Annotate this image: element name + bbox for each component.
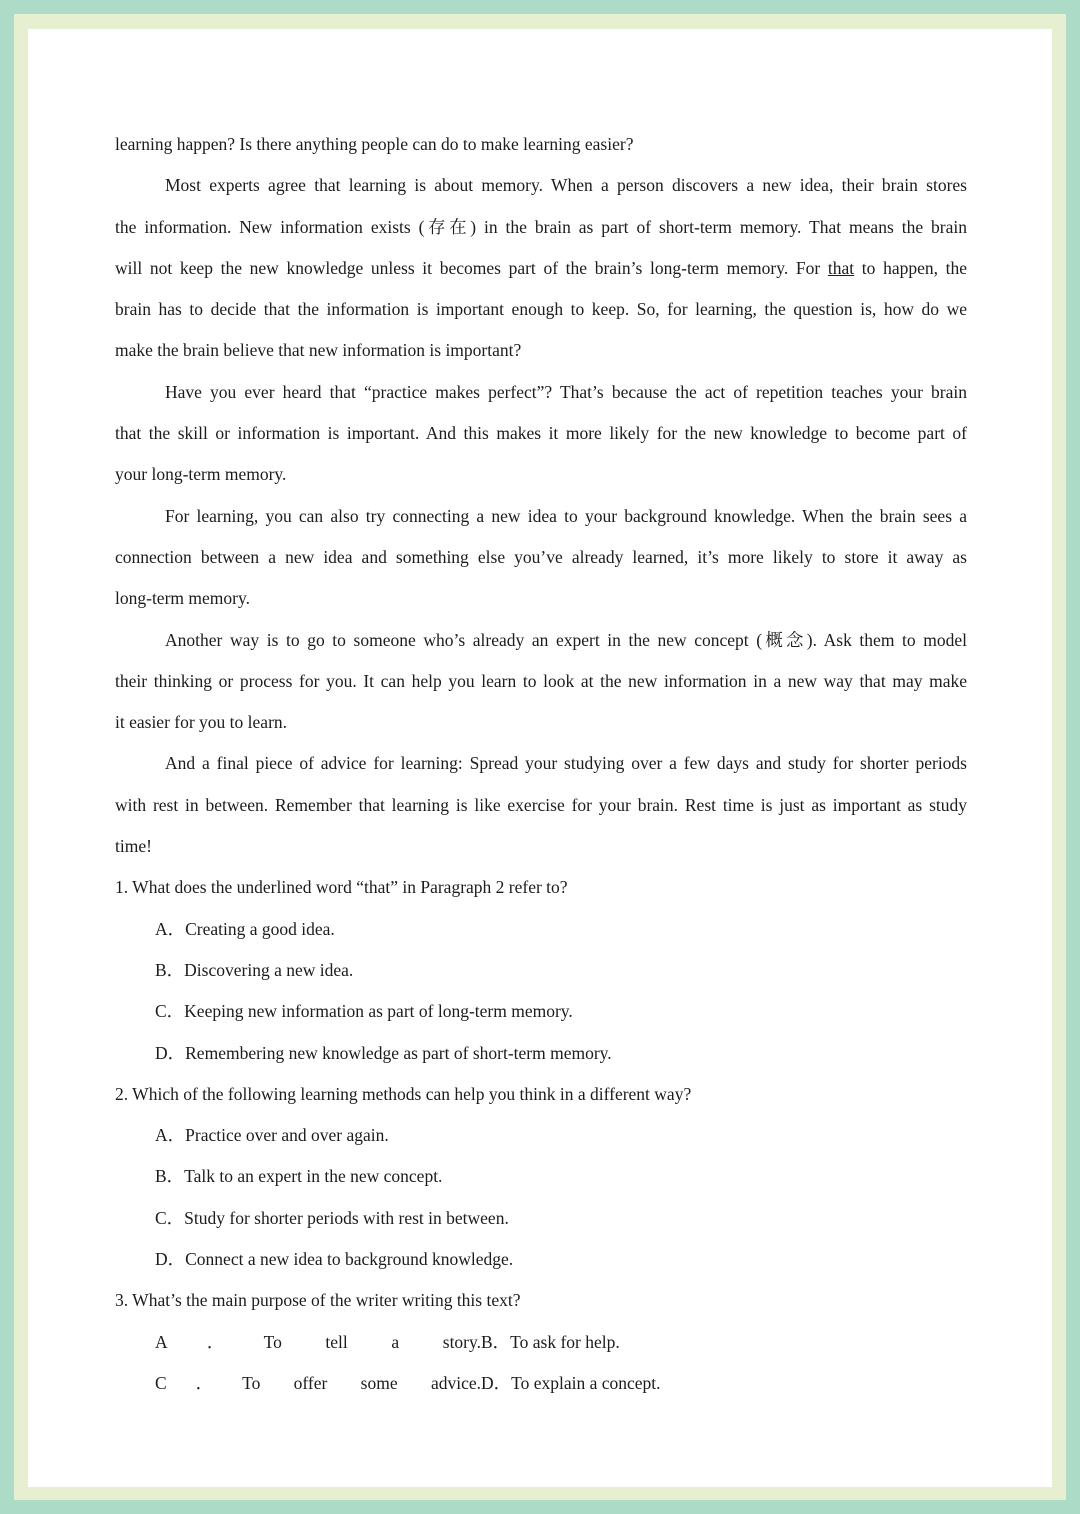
passage-line: your long-term memory. (115, 464, 287, 485)
answer-option: C．Study for shorter periods with rest in between. (155, 1207, 509, 1228)
answer-option: B．Discovering a new idea. (155, 959, 354, 980)
answer-option-row (115, 1363, 967, 1404)
passage-line: that the skill or information is important. And this makes it more likely for the new knowledge to become part of (115, 423, 967, 444)
passage-line: brain has to decide that the information is important enough to keep. So, for learning, the question is, how do we (115, 299, 967, 320)
answer-option: D．Connect a new idea to background knowledge. (155, 1249, 514, 1270)
passage-line: Most experts agree that learning is about memory. When a person discovers a new idea, their brain stores (165, 175, 967, 196)
answer-option: A．Creating a good idea. (155, 918, 335, 939)
passage-line: And a final piece of advice for learning: Spread your studying over a few days and study for shorter periods (165, 753, 967, 774)
passage-line: learning happen? Is there anything people can do to make learning easier? (115, 134, 634, 154)
passage-line: make the brain believe that new information is important? (115, 340, 522, 361)
passage-line: Another way is to go to someone who’s already an expert in the new concept (概念). Ask them to model (165, 629, 967, 650)
passage-line (115, 248, 967, 289)
passage-line: their thinking or process for you. It can help you learn to look at the new information in a new way that may make (115, 670, 967, 691)
passage-line: long-term memory. (115, 588, 250, 609)
answer-option: B．Talk to an expert in the new concept. (155, 1166, 443, 1187)
question-stem: 1. What does the underlined word “that” in Paragraph 2 refer to? (115, 877, 568, 898)
passage-line: it easier for you to learn. (115, 712, 288, 733)
answer-option-row (115, 1322, 967, 1363)
question-stem: 2. Which of the following learning methods can help you think in a different way? (115, 1083, 692, 1104)
passage-text: to happen, the (861, 257, 968, 278)
passage-line: time! (115, 836, 152, 857)
answer-option: A．Practice over and over again. (155, 1125, 389, 1146)
passage-line: Have you ever heard that “practice makes perfect”? That’s because the act of repetition teaches your brain (165, 381, 967, 402)
answer-option: C．Keeping new information as part of long-term memory. (155, 1001, 573, 1022)
answer-option: A．To tell a story. (155, 1331, 481, 1352)
answer-option: B．To ask for help. (481, 1331, 620, 1352)
underlined-word: that (827, 257, 855, 278)
answer-option: D．Remembering new knowledge as part of short-term memory. (155, 1042, 612, 1063)
worksheet-content (115, 124, 967, 1404)
passage-line: For learning, you can also try connecting a new idea to your background knowledge. When the brain sees a (165, 505, 967, 526)
question-stem: 3. What’s the main purpose of the writer writing this text? (115, 1290, 521, 1311)
passage-line: with rest in between. Remember that learning is like exercise for your brain. Rest time is just as important as study (115, 794, 967, 815)
passage-text: will not keep the new knowledge unless it becomes part of the brain’s long-term memory. For (115, 257, 821, 278)
document-page (28, 29, 1052, 1487)
passage-line: connection between a new idea and something else you’ve already learned, it’s more likely to store it away as (115, 546, 967, 567)
answer-option: D．To explain a concept. (481, 1372, 661, 1393)
answer-option: C．To offer some advice. (155, 1372, 481, 1393)
passage-line: the information. New information exists (存在) in the brain as part of short-term memory. That means the brain (115, 216, 967, 237)
